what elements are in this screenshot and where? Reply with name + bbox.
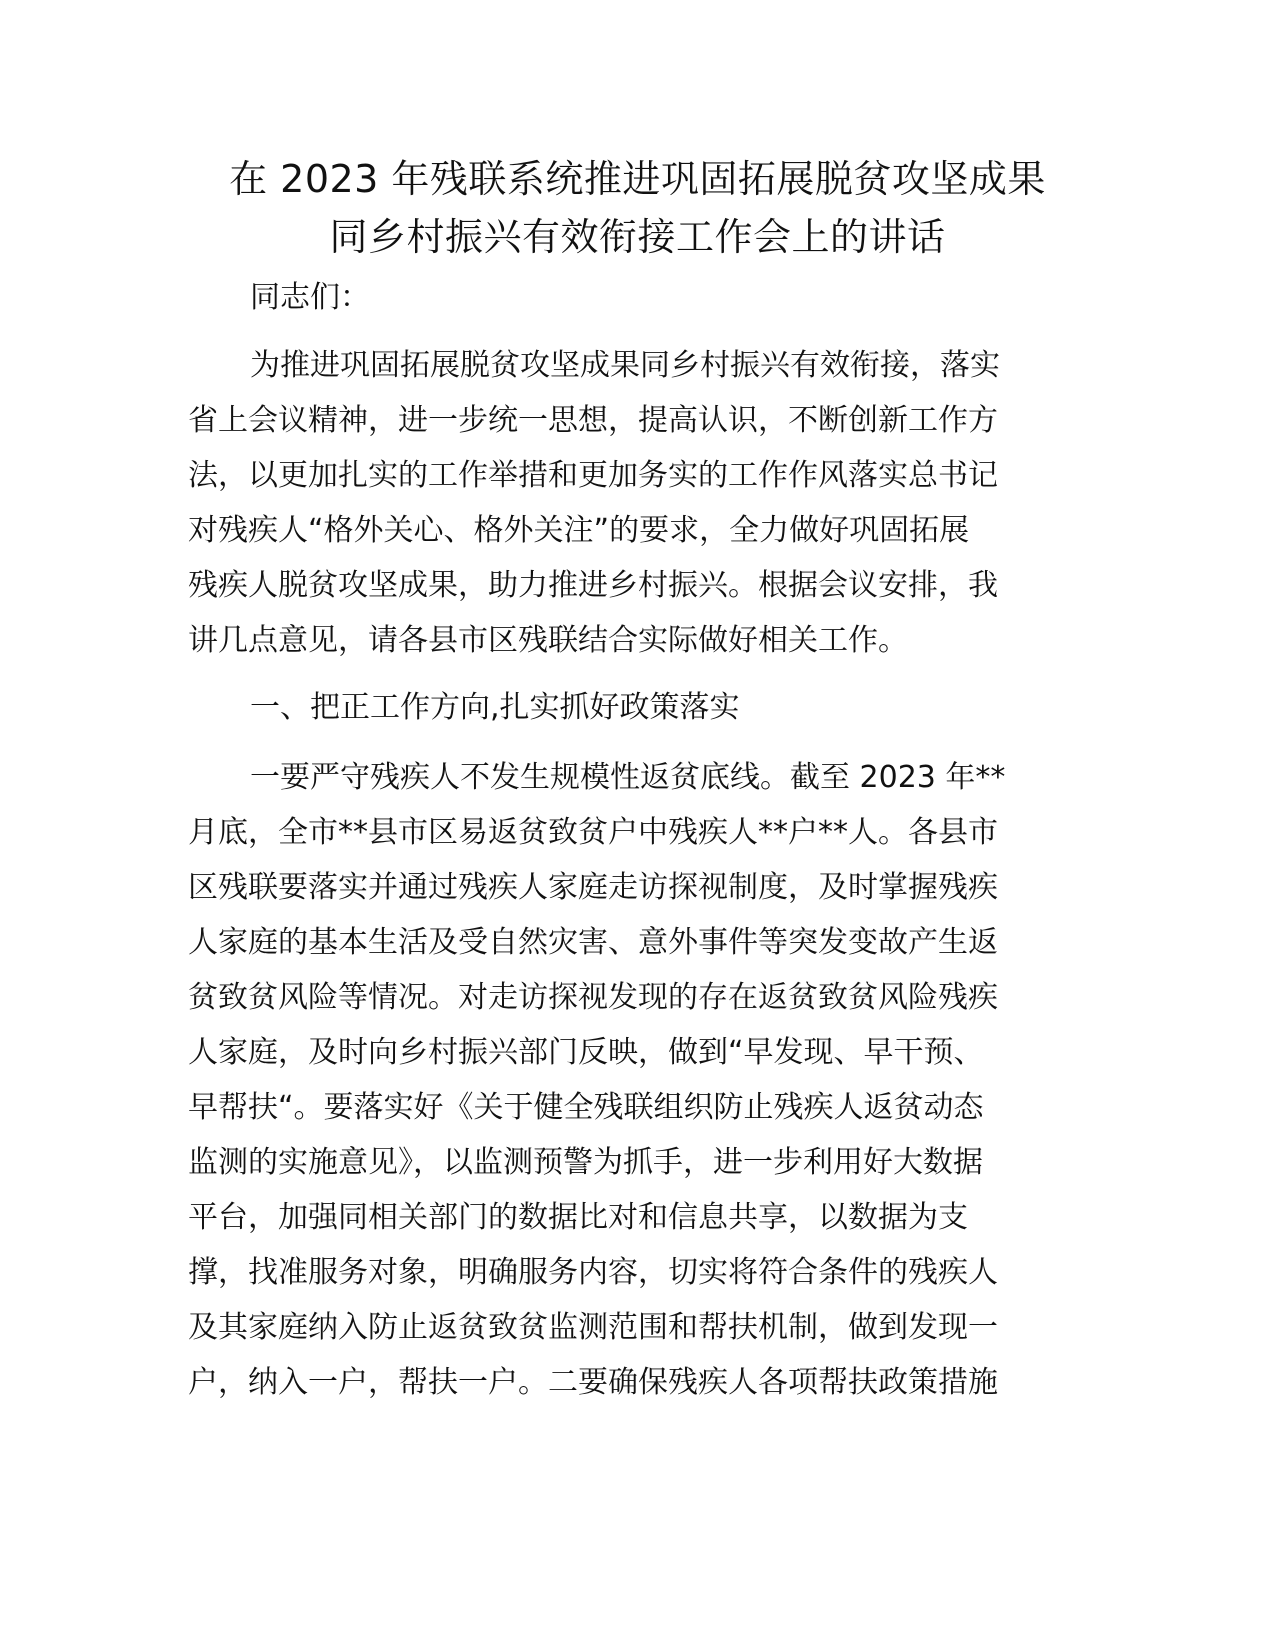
- paragraph-2-line: 平台，加强同相关部门的数据比对和信息共享，以数据为支: [188, 1200, 968, 1235]
- paragraph-2-line: 早帮扶“。要落实好《关于健全残联组织防止残疾人返贫动态: [188, 1090, 984, 1125]
- paragraph-2-line: 月底，全市**县市区易返贫致贫户中残疾人**户**人。各县市: [188, 815, 998, 850]
- paragraph-2-line: 一要严守残疾人不发生规模性返贫底线。截至 2023 年**: [250, 760, 1006, 795]
- paragraph-2-line: 监测的实施意见》，以监测预警为抓手，进一步利用好大数据: [188, 1145, 983, 1180]
- paragraph-1-line: 讲几点意见，请各县市区残联结合实际做好相关工作。: [188, 623, 908, 658]
- title-line-2: 同乡村振兴有效衔接工作会上的讲话: [329, 215, 946, 259]
- paragraph-1-line: 为推进巩固拓展脱贫攻坚成果同乡村振兴有效衔接，落实: [250, 348, 1000, 383]
- paragraph-1-line: 对残疾人“格外关心、格外关注”的要求，全力做好巩固拓展: [188, 513, 970, 548]
- paragraph-1-line: 残疾人脱贫攻坚成果，助力推进乡村振兴。根据会议安排，我: [188, 568, 998, 603]
- paragraph-2-line: 区残联要落实并通过残疾人家庭走访探视制度，及时掌握残疾: [188, 870, 998, 905]
- paragraph-2-line: 及其家庭纳入防止返贫致贫监测范围和帮扶机制，做到发现一: [188, 1310, 998, 1345]
- greeting: 同志们：: [250, 280, 370, 315]
- paragraph-2-line: 贫致贫风险等情况。对走访探视发现的存在返贫致贫风险残疾: [188, 980, 998, 1015]
- paragraph-1-line: 省上会议精神，进一步统一思想，提高认识，不断创新工作方: [188, 403, 998, 438]
- paragraph-1-line: 法，以更加扎实的工作举措和更加务实的工作作风落实总书记: [188, 458, 998, 493]
- paragraph-2-line: 撑，找准服务对象，明确服务内容，切实将符合条件的残疾人: [188, 1255, 998, 1290]
- paragraph-2-line: 人家庭，及时向乡村振兴部门反映，做到“早发现、早干预、: [188, 1035, 984, 1070]
- section-1-heading: 一、把正工作方向,扎实抓好政策落实: [250, 690, 740, 725]
- paragraph-2-line: 户，纳入一户，帮扶一户。二要确保残疾人各项帮扶政策措施: [188, 1365, 998, 1400]
- title-line-1: 在 2023 年残联系统推进巩固拓展脱贫攻坚成果: [229, 157, 1046, 201]
- document-title: [150, 150, 1125, 266]
- paragraph-2-line: 人家庭的基本生活及受自然灾害、意外事件等突发变故产生返: [188, 925, 998, 960]
